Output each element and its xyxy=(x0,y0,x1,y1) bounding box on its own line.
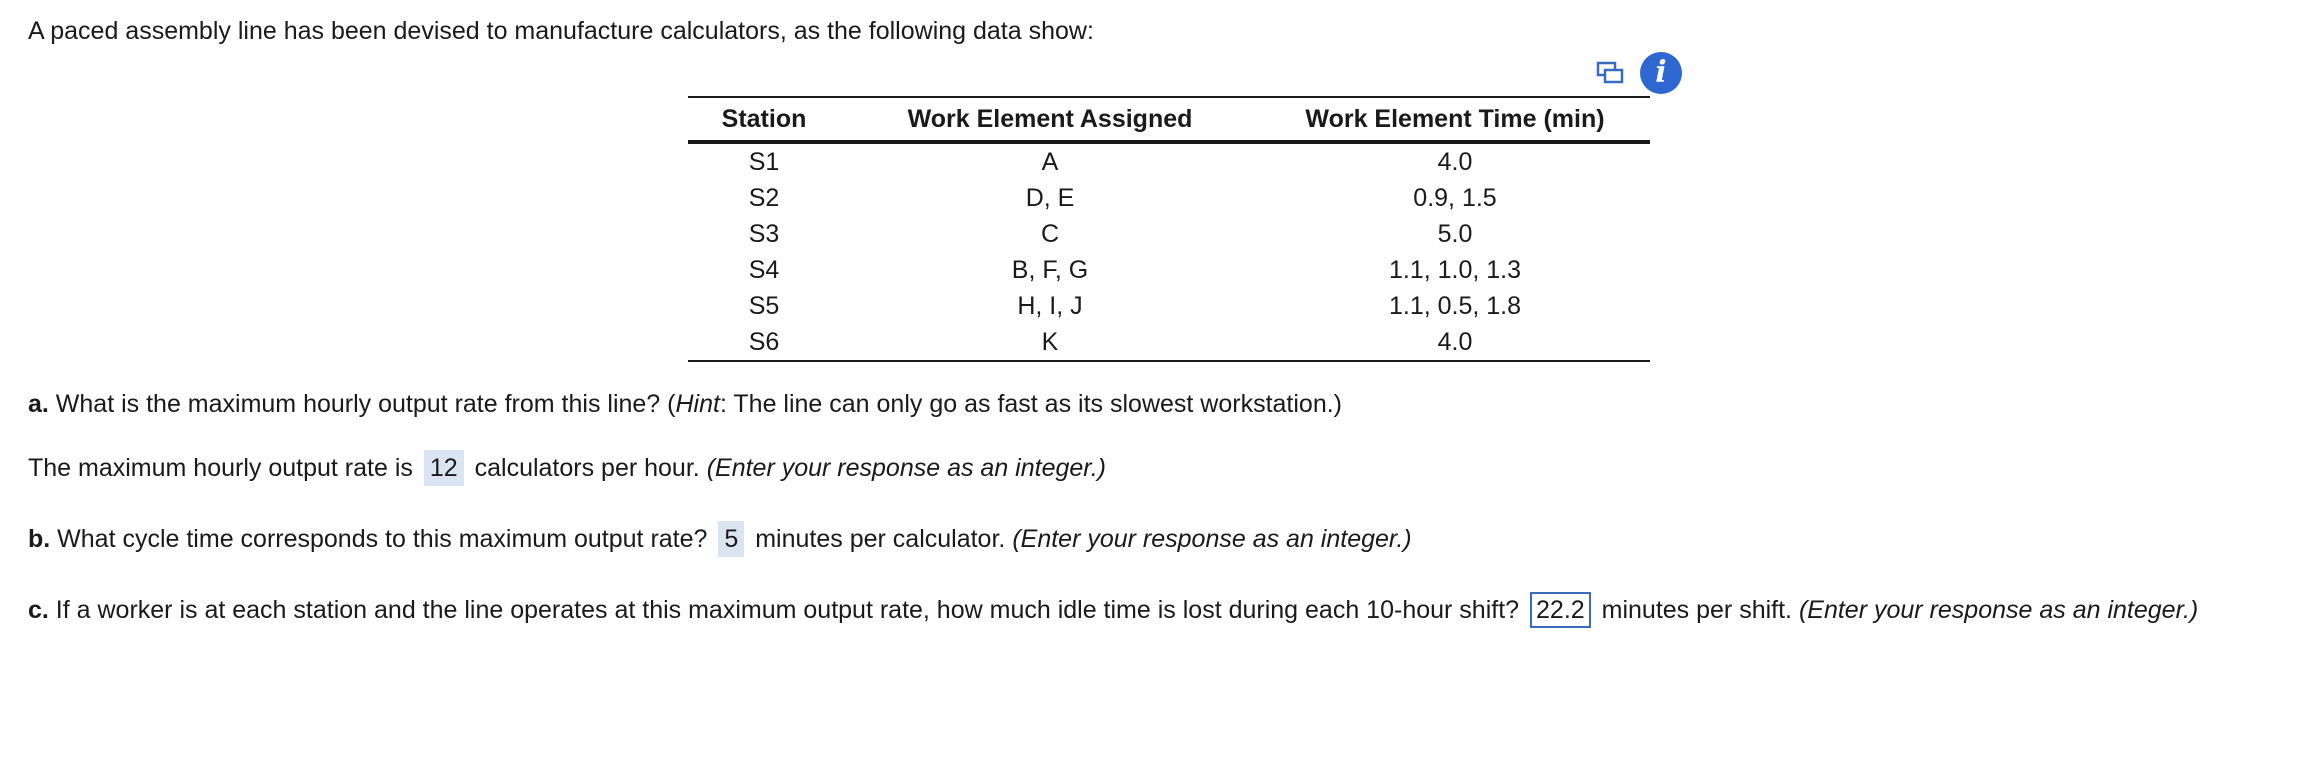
table-row xyxy=(688,252,1650,288)
time-cell: 1.1, 0.5, 1.8 xyxy=(1388,291,1522,320)
answer-a-field[interactable]: 12 xyxy=(424,450,464,486)
answer-b-field[interactable]: 5 xyxy=(718,521,744,557)
assigned-cell: K xyxy=(840,324,1260,361)
question-b-text-post: minutes per calculator. xyxy=(755,525,1006,553)
assigned-cell: D, E xyxy=(1025,183,1075,212)
station-cell: S3 xyxy=(748,219,780,248)
question-b-text-pre: What cycle time corresponds to this maximum output rate? xyxy=(50,525,708,553)
header-work-element-time: Work Element Time (min) xyxy=(1260,97,1650,142)
toolbar-icons xyxy=(1582,52,1686,96)
question-a xyxy=(28,384,1342,424)
question-c-label: c. xyxy=(28,596,49,624)
table-row xyxy=(688,180,1650,216)
info-icon[interactable]: i xyxy=(1640,52,1682,94)
question-c xyxy=(28,590,2198,630)
answer-a-instruction: (Enter your response as an integer.) xyxy=(706,454,1106,482)
station-cell: S4 xyxy=(748,255,780,284)
copy-icon[interactable] xyxy=(1596,60,1624,86)
question-a-label: a. xyxy=(28,390,49,418)
time-cell: 4.0 xyxy=(1437,147,1473,176)
work-element-table xyxy=(688,96,1650,362)
question-b xyxy=(28,519,1412,559)
question-b-instruction: (Enter your response as an integer.) xyxy=(1012,525,1412,553)
station-cell: S6 xyxy=(688,324,840,361)
table-row xyxy=(688,142,1650,180)
station-cell: S2 xyxy=(748,183,780,212)
question-c-text-post: minutes per shift. xyxy=(1601,596,1792,624)
hint-label: Hint xyxy=(675,390,720,418)
question-b-label: b. xyxy=(28,525,51,553)
table-row xyxy=(688,324,1650,361)
assigned-cell: A xyxy=(1041,147,1059,176)
answer-c-input[interactable]: 22.2 xyxy=(1530,592,1591,628)
assigned-cell: H, I, J xyxy=(1017,291,1083,320)
header-work-element-assigned: Work Element Assigned xyxy=(840,97,1260,142)
answer-a-text-pre: The maximum hourly output rate is xyxy=(28,454,413,482)
question-c-text-pre: If a worker is at each station and the line operates at this maximum output rate, how much idle time is lost during each 10-hour shift? xyxy=(48,596,1520,624)
problem-intro: A paced assembly line has been devised to manufacture calculators, as the following data show: xyxy=(28,17,1094,45)
time-cell: 4.0 xyxy=(1260,324,1650,361)
assigned-cell: C xyxy=(1040,219,1060,248)
question-a-text-post: : The line can only go as fast as its slowest workstation.) xyxy=(719,390,1342,418)
assigned-cell: B, F, G xyxy=(1011,255,1089,284)
table-row xyxy=(688,288,1650,324)
time-cell: 1.1, 1.0, 1.3 xyxy=(1388,255,1522,284)
answer-a-text-post: calculators per hour. xyxy=(474,454,700,482)
header-station: Station xyxy=(688,97,840,142)
table-row xyxy=(688,216,1650,252)
time-cell: 5.0 xyxy=(1437,219,1473,248)
question-c-instruction: (Enter your response as an integer.) xyxy=(1798,596,2199,624)
time-cell: 0.9, 1.5 xyxy=(1413,183,1497,212)
table-header-row xyxy=(688,97,1650,142)
station-cell: S1 xyxy=(748,147,780,176)
station-cell: S5 xyxy=(748,291,780,320)
question-a-text-pre: What is the maximum hourly output rate from this line? ( xyxy=(48,390,676,418)
answer-a-line xyxy=(28,448,1106,488)
